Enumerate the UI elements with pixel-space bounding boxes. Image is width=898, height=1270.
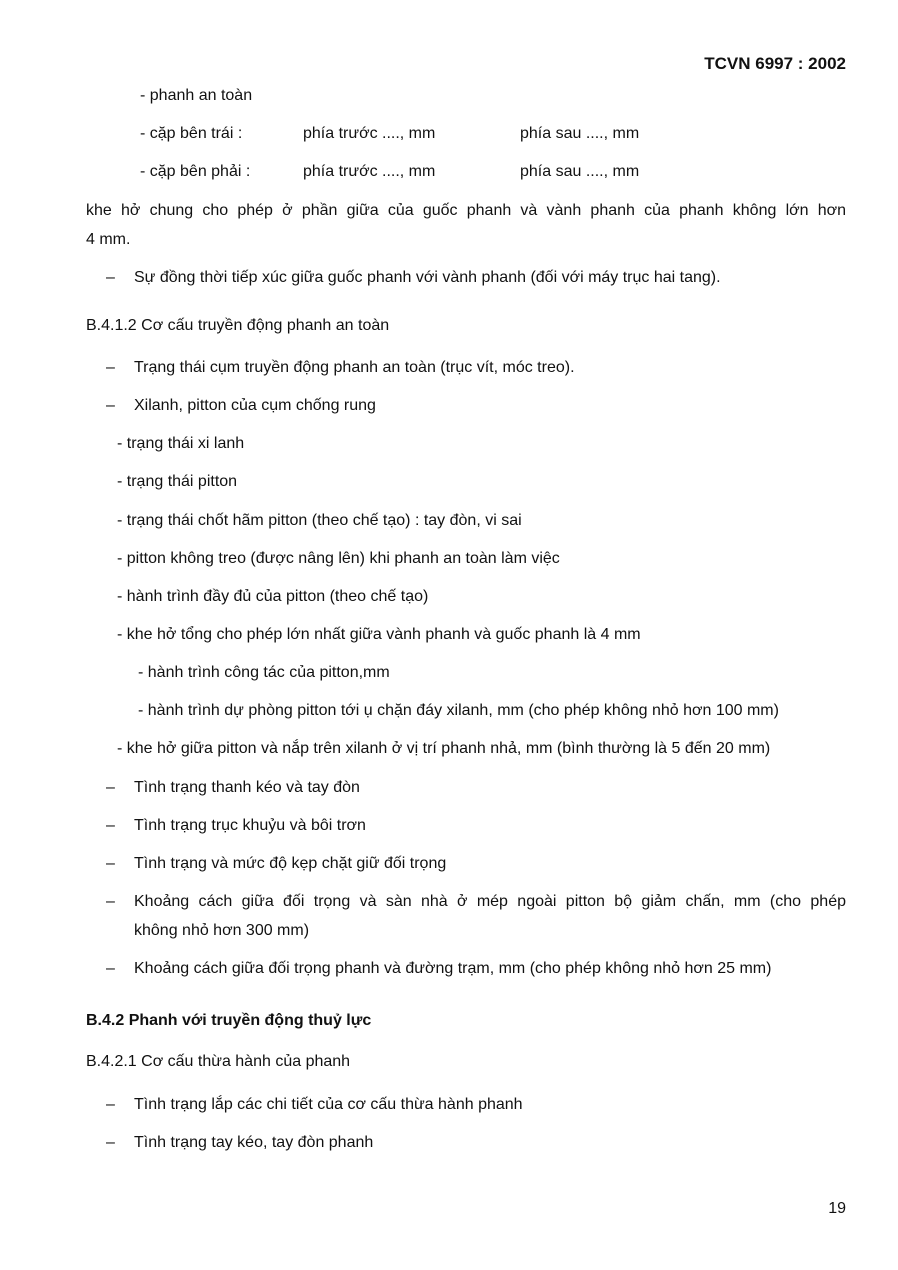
sub-item: - trạng thái chốt hãm pitton (theo chế tạo) : tay đòn, vi sai bbox=[117, 512, 522, 529]
list-item-continuation: không nhỏ hơn 300 mm) bbox=[134, 922, 310, 939]
dash-bullet: – bbox=[106, 397, 115, 414]
sub-item: - trạng thái xi lanh bbox=[117, 435, 245, 452]
text-line: phía sau ...., mm bbox=[520, 163, 640, 180]
list-item: Xilanh, pitton của cụm chống rung bbox=[134, 397, 376, 414]
text-line: phía trước ...., mm bbox=[303, 125, 436, 142]
dash-bullet: – bbox=[106, 817, 115, 834]
list-item: Tình trạng thanh kéo và tay đòn bbox=[134, 779, 360, 796]
text-line: phía trước ...., mm bbox=[303, 163, 436, 180]
paragraph-line: khe hở chung cho phép ở phần giữa của guốc phanh và vành phanh của phanh không lớn hơn bbox=[86, 202, 846, 219]
sub-item: - trạng thái pitton bbox=[117, 473, 238, 490]
dash-bullet: – bbox=[106, 269, 115, 286]
sub-item: - khe hở giữa pitton và nắp trên xilanh ở vị trí phanh nhả, mm (bình thường là 5 đến 20 mm) bbox=[117, 740, 771, 757]
section-heading: B.4.2 Phanh với truyền động thuỷ lực bbox=[86, 1012, 372, 1029]
sub-sub-item: - hành trình công tác của pitton,mm bbox=[138, 664, 390, 681]
list-item: Tình trạng và mức độ kẹp chặt giữ đối trọng bbox=[134, 855, 447, 872]
list-item: Sự đồng thời tiếp xúc giữa guốc phanh với vành phanh (đối với máy trục hai tang). bbox=[134, 269, 721, 286]
section-heading: B.4.1.2 Cơ cấu truyền động phanh an toàn bbox=[86, 317, 390, 334]
dash-bullet: – bbox=[106, 855, 115, 872]
text-line: - phanh an toàn bbox=[140, 87, 253, 104]
dash-bullet: – bbox=[106, 893, 115, 910]
sub-item: - pitton không treo (được nâng lên) khi phanh an toàn làm việc bbox=[117, 550, 560, 567]
subsection-heading: B.4.2.1 Cơ cấu thừa hành của phanh bbox=[86, 1053, 351, 1070]
standard-code: TCVN 6997 : 2002 bbox=[704, 54, 846, 73]
paragraph-line: 4 mm. bbox=[86, 231, 131, 248]
text-line: - cặp bên trái : bbox=[140, 125, 243, 142]
dash-bullet: – bbox=[106, 779, 115, 796]
list-item: Khoảng cách giữa đối trọng phanh và đường trạm, mm (cho phép không nhỏ hơn 25 mm) bbox=[134, 960, 772, 977]
dash-bullet: – bbox=[106, 960, 115, 977]
page-number: 19 bbox=[828, 1200, 846, 1217]
sub-sub-item: - hành trình dự phòng pitton tới ụ chặn đáy xilanh, mm (cho phép không nhỏ hơn 100 mm) bbox=[138, 702, 779, 719]
dash-bullet: – bbox=[106, 1096, 115, 1113]
list-item: Tình trạng trục khuỷu và bôi trơn bbox=[134, 817, 366, 834]
dash-bullet: – bbox=[106, 359, 115, 376]
sub-item: - khe hở tổng cho phép lớn nhất giữa vành phanh và guốc phanh là 4 mm bbox=[117, 626, 641, 643]
list-item: Tình trạng lắp các chi tiết của cơ cấu thừa hành phanh bbox=[134, 1096, 523, 1113]
dash-bullet: – bbox=[106, 1134, 115, 1151]
sub-item: - hành trình đầy đủ của pitton (theo chế tạo) bbox=[117, 588, 429, 605]
list-item: Tình trạng tay kéo, tay đòn phanh bbox=[134, 1134, 374, 1151]
text-line: - cặp bên phải : bbox=[140, 163, 251, 180]
list-item: Trạng thái cụm truyền động phanh an toàn (trục vít, móc treo). bbox=[134, 359, 575, 376]
list-item: Khoảng cách giữa đối trọng và sàn nhà ở mép ngoài pitton bộ giảm chấn, mm (cho phép bbox=[134, 893, 846, 910]
text-line: phía sau ...., mm bbox=[520, 125, 640, 142]
